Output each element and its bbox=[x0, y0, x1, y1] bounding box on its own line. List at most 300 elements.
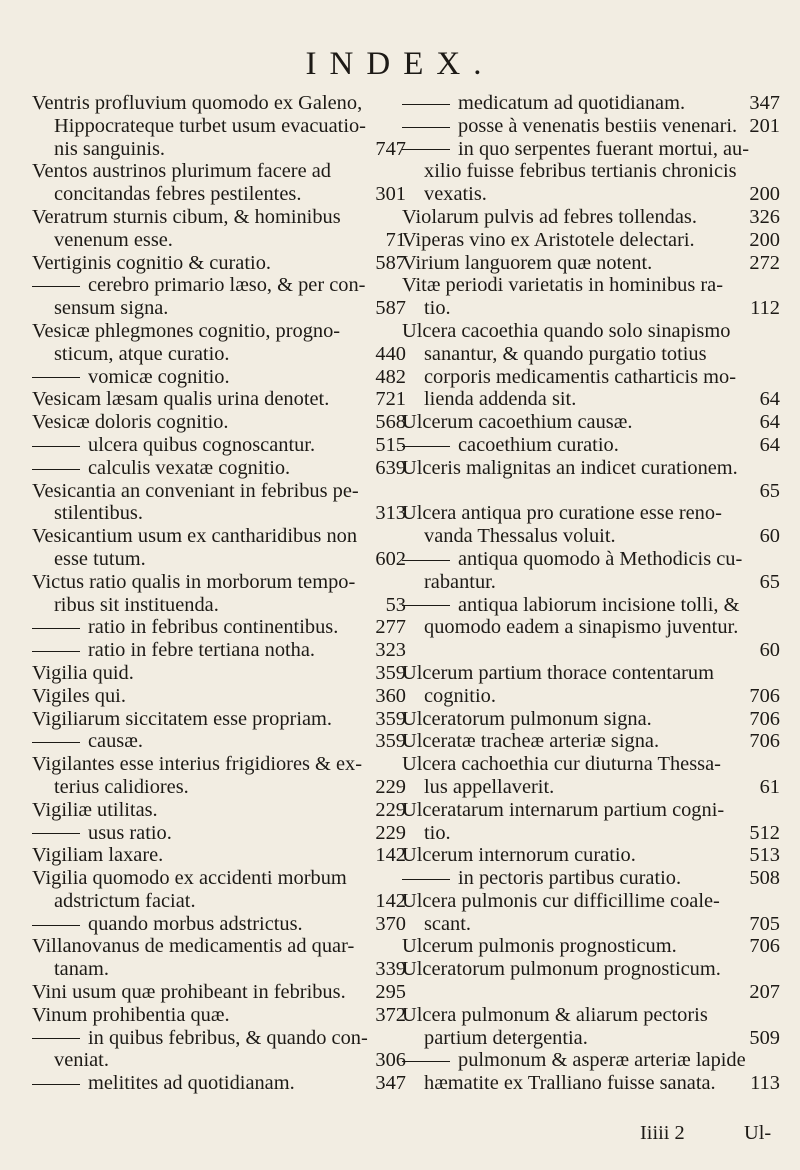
repeat-dash bbox=[32, 628, 80, 629]
entry-line bbox=[402, 206, 784, 229]
index-entry bbox=[402, 320, 784, 411]
entry-line bbox=[402, 502, 784, 525]
entry-text: Ulceratæ tracheæ arteriæ signa. bbox=[402, 730, 660, 753]
index-entry bbox=[32, 708, 410, 731]
index-entry bbox=[32, 252, 410, 275]
index-entry bbox=[32, 525, 410, 571]
entry-line bbox=[32, 183, 410, 206]
entry-line bbox=[402, 594, 784, 617]
page-number: 306 bbox=[375, 1049, 406, 1072]
entry-text: Ulcera cacoethia quando solo sinapismo bbox=[402, 319, 731, 342]
entry-text: stilentibus. bbox=[54, 502, 143, 525]
page-number: 301 bbox=[375, 183, 406, 206]
index-entry bbox=[32, 411, 410, 434]
repeat-dash bbox=[32, 1084, 80, 1085]
repeat-dash bbox=[32, 469, 80, 470]
page-number: 53 bbox=[385, 593, 406, 616]
index-entry bbox=[402, 890, 784, 936]
repeat-dash bbox=[32, 651, 80, 652]
entry-line bbox=[32, 525, 410, 548]
index-column-left bbox=[32, 92, 410, 1095]
index-entry bbox=[32, 571, 410, 617]
index-entry bbox=[32, 434, 410, 457]
entry-line bbox=[32, 616, 410, 639]
entry-line bbox=[402, 229, 784, 252]
entry-text: cacoethium curatio. bbox=[458, 433, 619, 456]
index-entry bbox=[402, 708, 784, 731]
entry-text: Vesicantia an conveniant in febribus pe- bbox=[32, 479, 359, 502]
entry-line bbox=[32, 822, 410, 845]
index-entry bbox=[32, 274, 410, 320]
entry-line bbox=[402, 343, 784, 366]
entry-text: Violarum pulvis ad febres tollendas. bbox=[402, 205, 697, 228]
entry-text: Virium languorem quæ notent. bbox=[402, 251, 653, 274]
entry-text: lienda addenda sit. bbox=[424, 388, 577, 411]
entry-text: rabantur. bbox=[424, 570, 496, 593]
entry-text: usus ratio. bbox=[88, 821, 172, 844]
entry-text: Ulcera cachoethia cur diuturna Thessa- bbox=[402, 753, 721, 776]
entry-line bbox=[32, 388, 410, 411]
entry-line bbox=[32, 913, 410, 936]
page-number: 639 bbox=[375, 456, 406, 479]
index-entry bbox=[32, 320, 410, 366]
index-entry bbox=[402, 1004, 784, 1050]
entry-text: Vigilia quomodo ex accidenti morbum bbox=[32, 867, 347, 890]
entry-line bbox=[32, 890, 410, 913]
page-number: 347 bbox=[375, 1072, 406, 1095]
entry-line bbox=[402, 799, 784, 822]
entry-line bbox=[32, 1004, 410, 1027]
entry-text: Vigiliam laxare. bbox=[32, 844, 164, 867]
index-entry bbox=[402, 753, 784, 799]
entry-line bbox=[402, 457, 784, 480]
page-number: 721 bbox=[375, 388, 406, 411]
entry-text: Vigilia quid. bbox=[32, 661, 134, 684]
page-number: 112 bbox=[750, 297, 780, 320]
entry-text: quando morbus adstrictus. bbox=[88, 912, 303, 935]
entry-text: nis sanguinis. bbox=[54, 137, 166, 160]
page-number: 142 bbox=[375, 844, 406, 867]
entry-line bbox=[402, 844, 784, 867]
entry-text: venenum esse. bbox=[54, 228, 173, 251]
entry-text: Victus ratio qualis in morborum tempo- bbox=[32, 570, 356, 593]
index-entry bbox=[402, 958, 784, 1004]
entry-text: Ventris profluvium quomodo ex Galeno, bbox=[32, 92, 363, 114]
page-number: 587 bbox=[375, 251, 406, 274]
index-entry bbox=[402, 252, 784, 275]
entry-line bbox=[32, 799, 410, 822]
entry-line bbox=[402, 388, 784, 411]
entry-line bbox=[402, 730, 784, 753]
entry-text: Vinum prohibentia quæ. bbox=[32, 1003, 230, 1026]
entry-line bbox=[402, 662, 784, 685]
entry-text: sanantur, & quando purgatio totius bbox=[424, 342, 707, 365]
page-number: 200 bbox=[749, 228, 780, 251]
index-entry bbox=[32, 1027, 410, 1073]
page-number: 60 bbox=[759, 639, 780, 662]
page-number: 142 bbox=[375, 889, 406, 912]
entry-text: Vertiginis cognitio & curatio. bbox=[32, 251, 271, 274]
entry-text: vexatis. bbox=[424, 183, 487, 206]
index-entry bbox=[32, 366, 410, 389]
entry-line bbox=[32, 502, 410, 525]
index-entry bbox=[402, 138, 784, 206]
index-entry bbox=[32, 981, 410, 1004]
index-entry bbox=[32, 616, 410, 639]
entry-text: xilio fuisse febribus tertianis chronicis bbox=[424, 160, 737, 183]
entry-line bbox=[32, 457, 410, 480]
entry-line bbox=[32, 594, 410, 617]
page-number: 509 bbox=[749, 1026, 780, 1049]
entry-line bbox=[402, 708, 784, 731]
catchword: Ul- bbox=[744, 1122, 772, 1144]
entry-line bbox=[32, 434, 410, 457]
entry-line bbox=[402, 958, 784, 981]
index-entry bbox=[32, 1004, 410, 1027]
index-entry bbox=[32, 639, 410, 662]
repeat-dash bbox=[32, 742, 80, 743]
page-number: 602 bbox=[375, 547, 406, 570]
index-entry bbox=[32, 730, 410, 753]
page-number: 323 bbox=[375, 639, 406, 662]
index-entry bbox=[402, 1049, 784, 1095]
index-entry bbox=[32, 388, 410, 411]
page-number: 508 bbox=[749, 867, 780, 890]
entry-text: Ulcerum cacoethium causæ. bbox=[402, 411, 633, 434]
entry-line bbox=[402, 1072, 784, 1095]
entry-text: quomodo eadem a sinapismo juventur. bbox=[424, 616, 739, 639]
page-number: 706 bbox=[749, 684, 780, 707]
entry-text: melitites ad quotidianam. bbox=[88, 1072, 295, 1095]
entry-text: vanda Thessalus voluit. bbox=[424, 525, 616, 548]
entry-text: posse à venenatis bestiis venenari. bbox=[458, 114, 738, 137]
entry-text: pulmonum & asperæ arteriæ lapide bbox=[458, 1049, 746, 1072]
entry-text: adstrictum faciat. bbox=[54, 889, 196, 912]
entry-text: concitandas febres pestilentes. bbox=[54, 183, 302, 206]
entry-line bbox=[32, 92, 410, 115]
page-number: 587 bbox=[375, 297, 406, 320]
entry-line bbox=[32, 115, 410, 138]
entry-line bbox=[32, 867, 410, 890]
page-number: 515 bbox=[375, 433, 406, 456]
page-header: INDEX. bbox=[305, 46, 495, 82]
entry-line bbox=[32, 730, 410, 753]
entry-text: Ulceratorum pulmonum signa. bbox=[402, 707, 652, 730]
entry-text: Vesicantium usum ex cantharidibus non bbox=[32, 525, 358, 548]
page-number: 60 bbox=[759, 525, 780, 548]
entry-text: veniat. bbox=[54, 1049, 109, 1072]
entry-line bbox=[32, 571, 410, 594]
entry-line bbox=[402, 115, 784, 138]
repeat-dash bbox=[32, 833, 80, 834]
repeat-dash bbox=[32, 446, 80, 447]
entry-line bbox=[402, 434, 784, 457]
entry-text: Ulceratarum internarum partium cogni- bbox=[402, 798, 725, 821]
page-number: 347 bbox=[749, 92, 780, 114]
entry-text: terius calidiores. bbox=[54, 775, 189, 798]
entry-text: in pectoris partibus curatio. bbox=[458, 867, 682, 890]
page-number: 200 bbox=[749, 183, 780, 206]
page-number: 277 bbox=[375, 616, 406, 639]
index-entry bbox=[402, 844, 784, 867]
index-entry bbox=[402, 457, 784, 503]
entry-text: esse tutum. bbox=[54, 547, 146, 570]
entry-text: Ulceratorum pulmonum prognosticum. bbox=[402, 958, 721, 981]
page-number: 339 bbox=[375, 958, 406, 981]
entry-line bbox=[402, 1027, 784, 1050]
entry-text: ratio in febre tertiana notha. bbox=[88, 639, 316, 662]
entry-line bbox=[32, 639, 410, 662]
entry-text: tanam. bbox=[54, 958, 109, 981]
entry-line bbox=[32, 206, 410, 229]
entry-line bbox=[402, 935, 784, 958]
repeat-dash bbox=[402, 104, 450, 105]
entry-text: calculis vexatæ cognitio. bbox=[88, 456, 291, 479]
page-number: 706 bbox=[749, 730, 780, 753]
repeat-dash bbox=[32, 377, 80, 378]
entry-line bbox=[402, 297, 784, 320]
entry-line bbox=[32, 1027, 410, 1050]
entry-line bbox=[402, 776, 784, 799]
entry-line bbox=[32, 138, 410, 161]
entry-text: Vesicæ phlegmones cognitio, progno- bbox=[32, 319, 341, 342]
entry-line bbox=[32, 958, 410, 981]
entry-line bbox=[32, 229, 410, 252]
entry-line bbox=[32, 776, 410, 799]
page-number: 359 bbox=[375, 730, 406, 753]
entry-line bbox=[402, 183, 784, 206]
page-number: 372 bbox=[375, 1003, 406, 1026]
page-number: 359 bbox=[375, 707, 406, 730]
entry-line bbox=[32, 708, 410, 731]
entry-text: Ulcera pulmonum & aliarum pectoris bbox=[402, 1003, 708, 1026]
page-number: 64 bbox=[759, 411, 780, 434]
repeat-dash bbox=[402, 879, 450, 880]
index-entry bbox=[402, 274, 784, 320]
entry-text: cognitio. bbox=[424, 684, 496, 707]
entry-line bbox=[32, 480, 410, 503]
repeat-dash bbox=[32, 1038, 80, 1039]
entry-text: medicatum ad quotidianam. bbox=[458, 92, 686, 114]
entry-text: tio. bbox=[424, 297, 451, 320]
page-number: 482 bbox=[375, 365, 406, 388]
index-entry bbox=[402, 502, 784, 548]
index-entry bbox=[32, 913, 410, 936]
index-entry bbox=[402, 206, 784, 229]
index-entry bbox=[402, 799, 784, 845]
entry-text: in quibus febribus, & quando con- bbox=[88, 1026, 368, 1049]
index-entry bbox=[32, 1072, 410, 1095]
entry-line bbox=[402, 366, 784, 389]
page-number: 71 bbox=[385, 228, 406, 251]
index-entry bbox=[32, 160, 410, 206]
entry-line bbox=[32, 366, 410, 389]
entry-text: causæ. bbox=[88, 730, 143, 753]
index-entry bbox=[402, 594, 784, 662]
repeat-dash bbox=[402, 1061, 450, 1062]
entry-line bbox=[32, 1049, 410, 1072]
entry-text: sensum signa. bbox=[54, 297, 169, 320]
entry-text: antiqua quomodo à Methodicis cu- bbox=[458, 547, 743, 570]
page-number: 64 bbox=[759, 388, 780, 411]
entry-line bbox=[32, 753, 410, 776]
page-number: 440 bbox=[375, 342, 406, 365]
repeat-dash bbox=[402, 446, 450, 447]
page-number: 61 bbox=[759, 775, 780, 798]
entry-line bbox=[402, 525, 784, 548]
entry-line bbox=[402, 616, 784, 639]
index-entry bbox=[32, 480, 410, 526]
entry-line bbox=[402, 138, 784, 161]
page-number: 229 bbox=[375, 821, 406, 844]
entry-text: Ulcerum internorum curatio. bbox=[402, 844, 636, 867]
entry-text: Vigiles qui. bbox=[32, 684, 126, 707]
entry-text: Ulcera antiqua pro curatione esse reno- bbox=[402, 502, 722, 525]
repeat-dash bbox=[32, 925, 80, 926]
entry-line bbox=[402, 867, 784, 890]
index-entry bbox=[32, 822, 410, 845]
page-number: 706 bbox=[749, 707, 780, 730]
page-number: 65 bbox=[759, 570, 780, 593]
entry-text: ribus sit instituenda. bbox=[54, 593, 219, 616]
entry-text: Villanovanus de medicamentis ad quar- bbox=[32, 935, 355, 958]
page-number: 706 bbox=[749, 935, 780, 958]
index-entry bbox=[32, 662, 410, 685]
index-entry bbox=[402, 411, 784, 434]
entry-line bbox=[402, 252, 784, 275]
entry-line bbox=[402, 685, 784, 708]
index-entry bbox=[402, 548, 784, 594]
entry-text: Veratrum sturnis cibum, & hominibus bbox=[32, 205, 341, 228]
entry-text: tio. bbox=[424, 821, 451, 844]
entry-line bbox=[402, 753, 784, 776]
entry-text: sticum, atque curatio. bbox=[54, 342, 230, 365]
page-number: 705 bbox=[749, 912, 780, 935]
entry-line bbox=[32, 274, 410, 297]
entry-line bbox=[402, 548, 784, 571]
index-entry bbox=[402, 92, 784, 115]
entry-line bbox=[402, 274, 784, 297]
entry-text: antiqua labiorum incisione tolli, & bbox=[458, 593, 740, 616]
entry-text: Ulcerum partium thorace contentarum bbox=[402, 661, 714, 684]
entry-line bbox=[32, 252, 410, 275]
repeat-dash bbox=[402, 605, 450, 606]
page-number: 64 bbox=[759, 433, 780, 456]
page-number: 513 bbox=[749, 844, 780, 867]
index-entry bbox=[32, 206, 410, 252]
page-number: 747 bbox=[375, 137, 406, 160]
entry-line bbox=[32, 160, 410, 183]
page-number: 326 bbox=[749, 205, 780, 228]
entry-line bbox=[402, 92, 784, 115]
entry-text: scant. bbox=[424, 912, 471, 935]
entry-line bbox=[32, 411, 410, 434]
page-number: 295 bbox=[375, 981, 406, 1004]
index-entry bbox=[402, 867, 784, 890]
entry-line bbox=[402, 160, 784, 183]
repeat-dash bbox=[32, 286, 80, 287]
entry-line bbox=[32, 320, 410, 343]
index-entry bbox=[402, 730, 784, 753]
page-number: 370 bbox=[375, 912, 406, 935]
index-entry bbox=[32, 92, 410, 160]
entry-text: partium detergentia. bbox=[424, 1026, 588, 1049]
entry-text: Viperas vino ex Aristotele delectari. bbox=[402, 228, 695, 251]
entry-text: Vini usum quæ prohibeant in febribus. bbox=[32, 981, 346, 1004]
index-entry bbox=[402, 935, 784, 958]
index-entry bbox=[32, 799, 410, 822]
entry-text: Vigiliæ utilitas. bbox=[32, 798, 158, 821]
entry-text: corporis medicamentis catharticis mo- bbox=[424, 365, 736, 388]
entry-text: hæmatite ex Tralliano fuisse sanata. bbox=[424, 1072, 716, 1095]
entry-line bbox=[402, 1049, 784, 1072]
page-number: 229 bbox=[375, 798, 406, 821]
entry-text: Hippocrateque turbet usum evacuatio- bbox=[54, 114, 366, 137]
entry-line bbox=[32, 844, 410, 867]
index-entry bbox=[32, 685, 410, 708]
index-entry bbox=[402, 229, 784, 252]
entry-text: Ventos austrinos plurimum facere ad bbox=[32, 160, 331, 183]
page-number: 568 bbox=[375, 411, 406, 434]
entry-line bbox=[402, 913, 784, 936]
index-column-right bbox=[402, 92, 784, 1095]
entry-text: Vesicam læsam qualis urina denotet. bbox=[32, 388, 330, 411]
entry-text: Vigiliarum siccitatem esse propriam. bbox=[32, 707, 333, 730]
index-entry bbox=[32, 844, 410, 867]
entry-text: ratio in febribus continentibus. bbox=[88, 616, 339, 639]
entry-text: Ulcerum pulmonis prognosticum. bbox=[402, 935, 677, 958]
page-number: 113 bbox=[750, 1072, 780, 1095]
entry-text: in quo serpentes fuerant mortui, au- bbox=[458, 137, 750, 160]
index-entry bbox=[32, 935, 410, 981]
entry-text: Ulcera pulmonis cur difficillime coale- bbox=[402, 889, 720, 912]
index-entry bbox=[402, 115, 784, 138]
page-number: 313 bbox=[375, 502, 406, 525]
entry-line bbox=[32, 297, 410, 320]
page-number: 229 bbox=[375, 775, 406, 798]
entry-line bbox=[32, 343, 410, 366]
entry-text: Vitæ periodi varietatis in hominibus ra- bbox=[402, 274, 724, 297]
page-number: 201 bbox=[749, 114, 780, 137]
entry-line bbox=[32, 548, 410, 571]
repeat-dash bbox=[402, 149, 450, 150]
entry-line bbox=[402, 822, 784, 845]
entry-line bbox=[402, 320, 784, 343]
index-entry bbox=[402, 662, 784, 708]
index-entry bbox=[32, 867, 410, 913]
page-number: 272 bbox=[749, 251, 780, 274]
index-entry bbox=[32, 457, 410, 480]
entry-line bbox=[402, 890, 784, 913]
entry-text: Ulceris malignitas an indicet curationem. bbox=[402, 456, 738, 479]
entry-text: Vesicæ doloris cognitio. bbox=[32, 411, 229, 434]
page-number: 360 bbox=[375, 684, 406, 707]
entry-text: Vigilantes esse interius frigidiores & ex- bbox=[32, 753, 363, 776]
entry-text: vomicæ cognitio. bbox=[88, 365, 230, 388]
page-number: 512 bbox=[749, 821, 780, 844]
entry-line bbox=[32, 1072, 410, 1095]
entry-line bbox=[32, 981, 410, 1004]
entry-line bbox=[402, 411, 784, 434]
entry-text: ulcera quibus cognoscantur. bbox=[88, 433, 316, 456]
repeat-dash bbox=[402, 127, 450, 128]
entry-text: lus appellaverit. bbox=[424, 775, 555, 798]
signature-mark: Iiiii 2 bbox=[640, 1122, 685, 1144]
page-number: 207 bbox=[749, 981, 780, 1004]
index-entry bbox=[402, 434, 784, 457]
entry-line bbox=[402, 571, 784, 594]
page-number: 359 bbox=[375, 661, 406, 684]
